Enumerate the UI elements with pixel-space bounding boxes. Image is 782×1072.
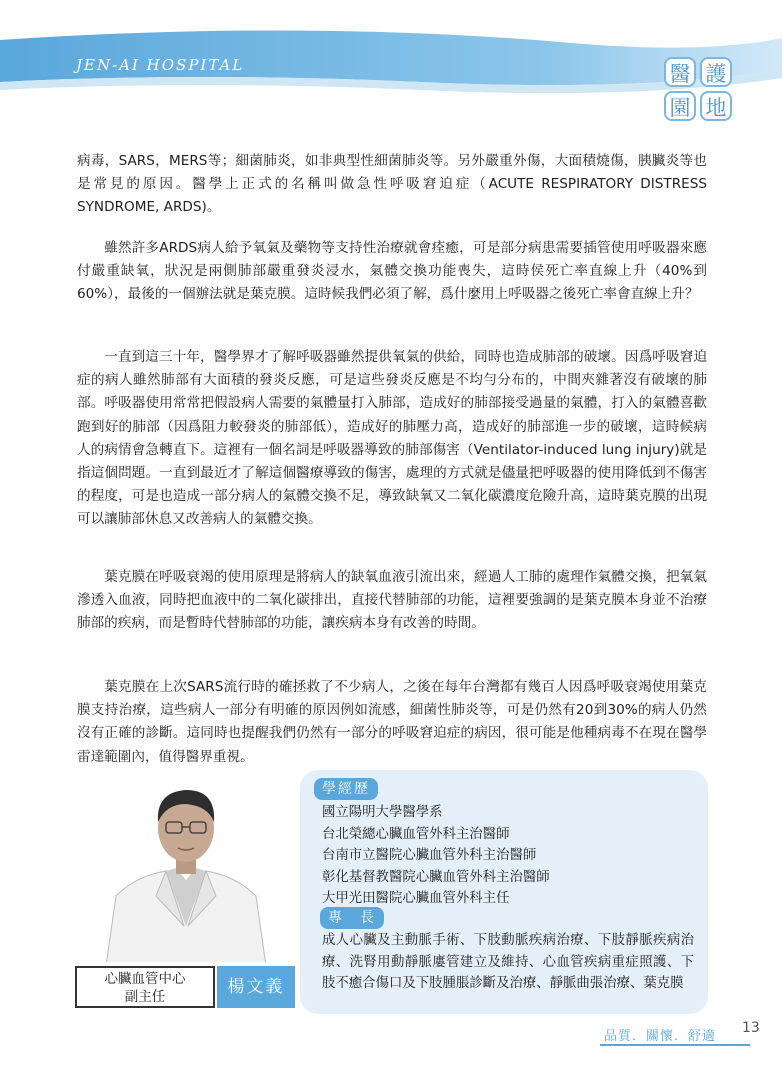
- education-item: 台北榮總心臟血管外科主治醫師: [322, 826, 510, 842]
- paragraph-3: 一直到這三十年，醫學界才了解呼吸器雖然提供氧氣的供給，同時也造成肺部的破壞。因爲呼吸窘迫症的病人雖然肺部有大面積的發炎反應，可是這些發炎反應是不均勻分布的，中間夾雜著沒有破壞的肺部。呼吸器使用常常把假設病人需要的氣體量打入肺部，造成好的肺部接受過量的氣體，打入的氣體喜歡跑到好的肺部（因爲阻力較發炎的肺部低），造成好的肺壓力高，造成好的肺部進一步的破壞，這時候病人的病情會急轉直下。這裡有一個名詞是呼吸器導致的肺部傷害（Ventilator-induced lung injury)就是指這個問題。一直到最近才了解這個醫療導致的傷害，處理的方式就是儘量把呼吸器的使用降低到不傷害的程度，可是也造成一部分病人的氣體交換不足，導致缺氧又二氧化碳濃度危險升高，這時葉克膜的出現可以讓肺部休息又改善病人的氣體交換。: [77, 349, 707, 528]
- paragraph-2: 雖然許多ARDS病人給予氧氣及藥物等支持性治療就會痊癒，可是部分病患需要插管使用呼吸器來應付嚴重缺氧，狀況是兩側肺部嚴重發炎浸水，氣體交換功能喪失，這時侯死亡率直線上升（40%到60%），最後的一個辦法就是葉克膜。這時候我們必須了解，爲什麼用上呼吸器之後死亡率會直線上升？: [77, 240, 707, 303]
- specialty-label: 專 長: [320, 907, 384, 929]
- paragraph-4: 葉克膜在呼吸衰竭的使用原理是將病人的缺氧血液引流出來，經過人工肺的處理作氣體交換，把氧氣滲透入血液，同時把血液中的二氧化碳排出，直接代替肺部的功能，這裡要強調的是葉克膜本身並不治療肺部的疾病，而是暫時代替肺部的功能，讓疾病本身有改善的時間。: [77, 569, 707, 632]
- doctor-title: [75, 966, 215, 1008]
- paragraph-5: 葉克膜在上次SARS流行時的確拯救了不少病人，之後在每年台灣都有幾百人因爲呼吸衰竭使用葉克膜支持治療，這些病人一部分有明確的原因例如流感，細菌性肺炎等，可是仍然有20到30%的病人仍然沒有正確的診斷。這同時也提醒我們仍然有一部分的呼吸窘迫症的病因，很可能是他種病毒不在現在醫學雷達範圍內，值得醫界重視。: [77, 679, 707, 765]
- doctor-caption: [73, 962, 297, 1012]
- badge-char: 地: [700, 91, 732, 121]
- section-badge: [664, 57, 734, 125]
- badge-char: 園: [664, 91, 696, 121]
- hospital-name: JEN-AI HOSPITAL: [76, 56, 245, 74]
- education-item: 國立陽明大學醫學系: [322, 805, 443, 820]
- footer-rule: [600, 1044, 750, 1046]
- page-number: 13: [742, 1020, 760, 1036]
- title-line: 心臟血管中心: [104, 971, 186, 987]
- badge-char: 護: [700, 57, 732, 87]
- footer-slogan: 品質．關懷．舒適: [604, 1029, 717, 1044]
- paragraph-1: 病毒，SARS，MERS等；細菌肺炎，如非典型性細菌肺炎等。另外嚴重外傷，大面積燒傷，胰臟炎等也是常見的原因。醫學上正式的名稱叫做急性呼吸窘迫症（ACUTE RESPIRATORY DISTRESS SYNDROME, ARDS)。: [77, 153, 707, 216]
- doctor-photo: [96, 776, 276, 966]
- badge-char: 醫: [664, 57, 696, 87]
- education-item: 大甲光田醫院心臟血管外科主任: [322, 891, 510, 906]
- profile-card: [300, 770, 708, 1014]
- education-label: 學經歷: [314, 778, 378, 800]
- specialty-text: 成人心臟及主動脈手術、下肢動脈疾病治療、下肢靜脈疾病治療、洗腎用動靜脈廔管建立及維持、心血管疾病重症照護、下肢不癒合傷口及下肢腫脹診斷及治療、靜脈曲張治療、葉克膜: [322, 933, 694, 991]
- education-item: 台南市立醫院心臟血管外科主治醫師: [322, 848, 537, 863]
- education-list: [322, 802, 550, 910]
- title-line: 副主任: [124, 989, 166, 1005]
- education-item: 彰化基督教醫院心臟血管外科主治醫師: [322, 869, 550, 885]
- doctor-name: 楊文義: [217, 966, 295, 1008]
